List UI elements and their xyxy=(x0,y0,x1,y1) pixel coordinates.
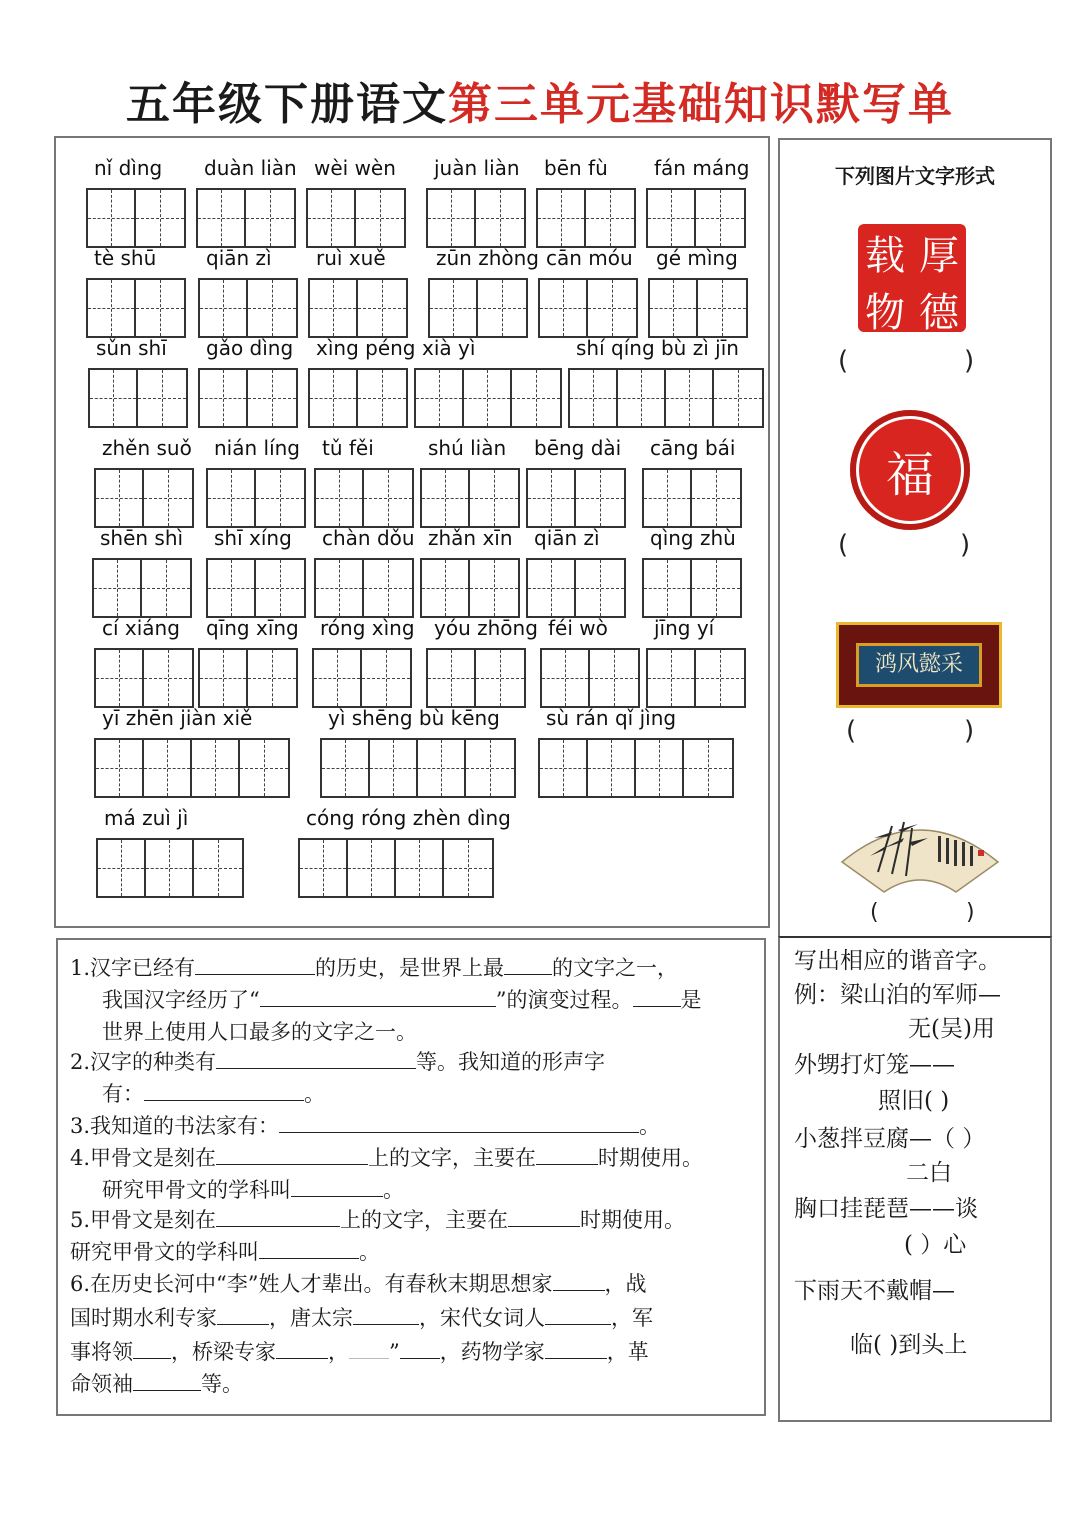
answer-blank[interactable] xyxy=(216,1144,368,1165)
pinyin-panel xyxy=(54,136,770,928)
tian-zi-box[interactable] xyxy=(470,470,518,526)
plaque-image xyxy=(836,622,1002,708)
tian-zi-box[interactable] xyxy=(696,190,744,246)
tian-zi-box[interactable] xyxy=(200,280,248,336)
tian-zi-box[interactable] xyxy=(416,370,464,426)
tian-zi-box[interactable] xyxy=(248,370,296,426)
character-grid xyxy=(88,368,188,428)
tian-zi-box[interactable] xyxy=(588,280,636,336)
tian-zi-box[interactable] xyxy=(576,560,624,616)
tian-zi-box[interactable] xyxy=(714,370,762,426)
tian-zi-box[interactable] xyxy=(310,370,358,426)
pinyin-label: bēng dài xyxy=(534,436,622,460)
homophone-example-answer: 无(吴)用 xyxy=(908,1016,995,1042)
character-grid xyxy=(538,738,734,798)
answer-blank[interactable] xyxy=(553,1270,605,1291)
image-panel-title: 下列图片文字形式 xyxy=(835,164,995,188)
tian-zi-box[interactable] xyxy=(358,280,406,336)
answer-blank[interactable] xyxy=(291,1176,383,1197)
answer-blank[interactable] xyxy=(133,1338,171,1359)
character-grid xyxy=(526,468,626,528)
pinyin-word xyxy=(86,244,186,338)
pinyin-label: qiān zì xyxy=(534,526,600,550)
pinyin-label: shú liàn xyxy=(428,436,507,460)
tian-zi-box[interactable] xyxy=(246,190,294,246)
tian-zi-box[interactable] xyxy=(586,190,634,246)
tian-zi-box[interactable] xyxy=(136,280,184,336)
tian-zi-box[interactable] xyxy=(364,560,412,616)
tian-zi-box[interactable] xyxy=(466,740,514,796)
pinyin-label: wèi wèn xyxy=(314,156,396,180)
question-1-line-1: 1.汉字已经有 的历史，是世界上最 的文字之一， xyxy=(70,956,679,980)
tian-zi-box[interactable] xyxy=(370,740,418,796)
answer-blank[interactable] xyxy=(633,986,681,1007)
tian-zi-box[interactable] xyxy=(428,650,476,706)
pinyin-word xyxy=(206,434,306,528)
question-3: 3.我知道的书法家有： 。 xyxy=(70,1114,661,1138)
answer-blank[interactable] xyxy=(260,986,496,1007)
pinyin-label: zūn zhòng xyxy=(436,246,539,270)
tian-zi-box[interactable] xyxy=(588,740,636,796)
pinyin-word xyxy=(206,524,306,618)
character-grid xyxy=(206,558,306,618)
tian-zi-box[interactable] xyxy=(308,190,356,246)
homophone-item-3: 胸口挂琵琶——谈 xyxy=(794,1196,978,1222)
tian-zi-box[interactable] xyxy=(362,650,410,706)
title-red: 第三单元基础知识默写单 xyxy=(448,79,954,130)
pinyin-word xyxy=(526,434,626,528)
pinyin-word xyxy=(568,334,764,428)
answer-blank[interactable] xyxy=(279,1112,639,1133)
pinyin-word xyxy=(96,804,244,898)
pinyin-label: zhǎn xīn xyxy=(428,526,513,550)
pinyin-label: cí xiáng xyxy=(102,616,180,640)
tian-zi-box[interactable] xyxy=(364,470,412,526)
character-grid xyxy=(92,558,192,618)
pinyin-word xyxy=(306,154,406,248)
tian-zi-box[interactable] xyxy=(692,560,740,616)
question-1-line-3: 世界上使用人口最多的文字之一。 xyxy=(102,1020,417,1044)
pinyin-word xyxy=(646,154,749,248)
seal-char: 厚 xyxy=(919,233,959,279)
tian-zi-box[interactable] xyxy=(476,190,524,246)
question-6-line-3: 事将领 ，桥梁专家 ， ” ，药物学家 ，革 xyxy=(70,1340,649,1364)
pinyin-label: xià yì xyxy=(422,336,476,360)
seal-char: 福 xyxy=(885,446,934,503)
answer-paren-open[interactable]: ( xyxy=(846,716,857,746)
pinyin-label: duàn liàn xyxy=(204,156,297,180)
pinyin-label: sǔn shī xyxy=(96,336,167,360)
pinyin-word xyxy=(88,334,188,428)
tian-zi-box[interactable] xyxy=(648,190,696,246)
tian-zi-box[interactable] xyxy=(144,470,192,526)
tian-zi-box[interactable] xyxy=(194,840,242,896)
homophone-item-2-tail: 二白 xyxy=(906,1160,952,1186)
answer-blank[interactable] xyxy=(545,1338,607,1359)
pinyin-word xyxy=(426,614,538,708)
character-grid xyxy=(646,648,746,708)
character-grid xyxy=(198,278,298,338)
tian-zi-box[interactable] xyxy=(300,840,348,896)
answer-paren-close: ) xyxy=(960,530,971,560)
tian-zi-box[interactable] xyxy=(256,470,304,526)
tian-zi-box[interactable] xyxy=(96,650,144,706)
tian-zi-box[interactable] xyxy=(590,650,638,706)
pinyin-word xyxy=(536,154,636,248)
answer-blank[interactable] xyxy=(353,1304,419,1325)
pinyin-label: tè shū xyxy=(94,246,157,270)
character-grid xyxy=(526,558,626,618)
character-grid xyxy=(428,278,528,338)
tian-zi-box[interactable] xyxy=(540,740,588,796)
tian-zi-box[interactable] xyxy=(696,650,744,706)
tian-zi-box[interactable] xyxy=(256,560,304,616)
pinyin-label: sù rán qǐ jìng xyxy=(546,706,677,730)
pinyin-label: nián líng xyxy=(214,436,301,460)
character-grid xyxy=(94,738,290,798)
pinyin-label: féi wò xyxy=(548,616,608,640)
title-black: 五年级下册语文 xyxy=(126,79,448,130)
tian-zi-box[interactable] xyxy=(570,370,618,426)
character-grid xyxy=(540,648,640,708)
pinyin-word xyxy=(428,244,539,338)
question-1-line-2: 我国汉字经历了“ ”的演变过程。 是 xyxy=(102,988,702,1012)
tian-zi-box[interactable] xyxy=(146,840,194,896)
pinyin-word xyxy=(86,154,186,248)
homophone-panel xyxy=(778,936,1052,1422)
pinyin-word xyxy=(198,244,298,338)
pinyin-word xyxy=(308,244,408,338)
pinyin-label: má zuì jì xyxy=(104,806,189,830)
character-grid xyxy=(426,648,526,708)
tian-zi-box[interactable] xyxy=(528,560,576,616)
question-2-line-2: 有： 。 xyxy=(102,1082,325,1106)
character-grid xyxy=(538,278,638,338)
pinyin-word xyxy=(308,334,416,428)
pinyin-word xyxy=(526,524,626,618)
pinyin-label: zhěn suǒ xyxy=(102,436,192,460)
tian-zi-box[interactable] xyxy=(310,280,358,336)
pinyin-label: cāng bái xyxy=(650,436,736,460)
homophone-item-3-answer[interactable]: ( ）心 xyxy=(904,1232,967,1258)
pinyin-word xyxy=(94,434,194,528)
tian-zi-box[interactable] xyxy=(144,650,192,706)
pinyin-label: gé mìng xyxy=(656,246,738,270)
seal-char: 物 xyxy=(865,290,905,336)
tian-zi-box[interactable] xyxy=(422,470,470,526)
tian-zi-box[interactable] xyxy=(208,470,256,526)
tian-zi-box[interactable] xyxy=(512,370,560,426)
tian-zi-box[interactable] xyxy=(464,370,512,426)
tian-zi-box[interactable] xyxy=(644,470,692,526)
answer-paren-open[interactable]: ( xyxy=(838,346,849,376)
tian-zi-box[interactable] xyxy=(192,740,240,796)
question-6-line-2: 国时期水利专家 ，唐太宗 ，宋代女词人 ，军 xyxy=(70,1306,653,1330)
character-grid xyxy=(196,188,296,248)
pinyin-label: shī xíng xyxy=(214,526,292,550)
character-grid xyxy=(198,648,298,708)
tian-zi-box[interactable] xyxy=(636,740,684,796)
answer-blank[interactable] xyxy=(195,954,315,975)
tian-zi-box[interactable] xyxy=(396,840,444,896)
tian-zi-box[interactable] xyxy=(240,740,288,796)
character-grid xyxy=(94,648,194,708)
character-grid xyxy=(306,188,406,248)
pinyin-word xyxy=(198,334,298,428)
tian-zi-box[interactable] xyxy=(88,190,136,246)
seal-char: 载 xyxy=(865,233,905,279)
tian-zi-box[interactable] xyxy=(470,560,518,616)
answer-blank[interactable] xyxy=(133,1370,201,1391)
tian-zi-box[interactable] xyxy=(90,370,138,426)
pinyin-label: cóng róng zhèn dìng xyxy=(306,806,511,830)
tian-zi-box[interactable] xyxy=(476,650,524,706)
tian-zi-box[interactable] xyxy=(248,650,296,706)
answer-blank[interactable] xyxy=(400,1338,440,1359)
tian-zi-box[interactable] xyxy=(94,560,142,616)
character-grid xyxy=(206,468,306,528)
tian-zi-box[interactable] xyxy=(248,280,296,336)
answer-blank[interactable] xyxy=(259,1238,359,1259)
tian-zi-box[interactable] xyxy=(692,470,740,526)
pinyin-word xyxy=(312,614,415,708)
pinyin-label: yóu zhōng xyxy=(434,616,538,640)
tian-zi-box[interactable] xyxy=(98,840,146,896)
tian-zi-box[interactable] xyxy=(348,840,396,896)
character-grid xyxy=(308,368,408,428)
answer-blank[interactable] xyxy=(144,1080,304,1101)
answer-blank[interactable] xyxy=(545,1304,611,1325)
tian-zi-box[interactable] xyxy=(430,280,478,336)
pinyin-word xyxy=(420,524,520,618)
pinyin-label: shí qíng bù zì jīn xyxy=(576,336,739,360)
character-grid xyxy=(320,738,516,798)
answer-blank[interactable] xyxy=(217,1304,269,1325)
pinyin-label: tǔ fěi xyxy=(322,436,374,460)
pinyin-label: shēn shì xyxy=(100,526,184,550)
homophone-example: 例：梁山泊的军师— xyxy=(794,982,1001,1008)
answer-paren-open[interactable]: ( xyxy=(870,900,879,925)
image-text-panel xyxy=(778,138,1052,936)
character-grid xyxy=(414,368,562,428)
pinyin-label: qìng zhù xyxy=(650,526,736,550)
pinyin-label: chàn dǒu xyxy=(322,526,415,550)
answer-blank[interactable] xyxy=(276,1338,328,1359)
tian-zi-box[interactable] xyxy=(144,740,192,796)
tian-zi-box[interactable] xyxy=(644,560,692,616)
pinyin-label: fán máng xyxy=(654,156,750,180)
question-4-line-2: 研究甲骨文的学科叫 。 xyxy=(102,1178,404,1202)
question-5-line-2: 研究甲骨文的学科叫 。 xyxy=(70,1240,380,1264)
pinyin-word xyxy=(648,244,748,338)
pinyin-word xyxy=(198,614,299,708)
character-grid xyxy=(568,368,764,428)
pinyin-label: nǐ dìng xyxy=(94,156,163,180)
pinyin-word xyxy=(426,154,526,248)
tian-zi-box[interactable] xyxy=(96,470,144,526)
tian-zi-box[interactable] xyxy=(650,280,698,336)
tian-zi-box[interactable] xyxy=(200,650,248,706)
pinyin-word xyxy=(642,524,742,618)
round-seal-image xyxy=(850,410,970,530)
tian-zi-box[interactable] xyxy=(684,740,732,796)
tian-zi-box[interactable] xyxy=(322,740,370,796)
pinyin-label: yì shēng bù kēng xyxy=(328,706,500,730)
tian-zi-box[interactable] xyxy=(428,190,476,246)
homophone-item-4-answer[interactable]: 临( )到头上 xyxy=(850,1332,968,1358)
answer-blank[interactable] xyxy=(536,1144,598,1165)
seal-char: 德 xyxy=(919,290,959,336)
tian-zi-box[interactable] xyxy=(142,560,190,616)
homophone-item-2[interactable]: 小葱拌豆腐—（ ） xyxy=(794,1126,986,1152)
pinyin-label: juàn liàn xyxy=(434,156,520,180)
pinyin-label: ruì xuě xyxy=(316,246,386,270)
pinyin-word xyxy=(540,614,640,708)
character-grid xyxy=(426,188,526,248)
tian-zi-box[interactable] xyxy=(418,740,466,796)
answer-blank[interactable] xyxy=(508,1206,580,1227)
tian-zi-box[interactable] xyxy=(618,370,666,426)
plaque-text: 鸿风懿采 xyxy=(856,643,982,687)
answer-blank[interactable] xyxy=(216,1206,340,1227)
tian-zi-box[interactable] xyxy=(422,560,470,616)
character-grid xyxy=(648,278,748,338)
tian-zi-box[interactable] xyxy=(316,470,364,526)
tian-zi-box[interactable] xyxy=(200,370,248,426)
tian-zi-box[interactable] xyxy=(648,650,696,706)
question-6-line-1: 6.在历史长河中“李”姓人才辈出。有春秋末期思想家 ，战 xyxy=(70,1272,647,1296)
tian-zi-box[interactable] xyxy=(136,190,184,246)
homophone-item-1: 外甥打灯笼—— xyxy=(794,1052,955,1078)
pinyin-word xyxy=(414,334,562,428)
tian-zi-box[interactable] xyxy=(698,280,746,336)
character-grid xyxy=(198,368,298,428)
character-grid xyxy=(646,188,746,248)
pinyin-label: qīng xīng xyxy=(206,616,299,640)
answer-paren-open[interactable]: ( xyxy=(838,530,849,560)
tian-zi-box[interactable] xyxy=(208,560,256,616)
question-4-line-1: 4.甲骨文是刻在 上的文字，主要在 时期使用。 xyxy=(70,1146,704,1170)
pinyin-word xyxy=(94,614,194,708)
character-grid xyxy=(642,558,742,618)
answer-paren-close: ) xyxy=(964,346,975,376)
homophone-item-1-answer[interactable]: 照旧( ) xyxy=(878,1088,950,1114)
character-grid xyxy=(96,838,244,898)
answer-blank[interactable] xyxy=(216,1048,416,1069)
tian-zi-box[interactable] xyxy=(316,560,364,616)
square-seal-image xyxy=(858,224,966,336)
tian-zi-box[interactable] xyxy=(540,280,588,336)
pinyin-label: jīng yí xyxy=(654,616,715,640)
pinyin-word xyxy=(538,704,734,798)
character-grid xyxy=(314,558,414,618)
character-grid xyxy=(420,558,520,618)
pinyin-label: róng xìng xyxy=(320,616,415,640)
pinyin-word xyxy=(320,704,516,798)
tian-zi-box[interactable] xyxy=(358,370,406,426)
pinyin-word xyxy=(298,804,511,898)
pinyin-label: bēn fù xyxy=(544,156,608,180)
pinyin-word xyxy=(196,154,297,248)
character-grid xyxy=(86,278,186,338)
tian-zi-box[interactable] xyxy=(356,190,404,246)
character-grid xyxy=(94,468,194,528)
pinyin-word xyxy=(420,434,520,528)
tian-zi-box[interactable] xyxy=(542,650,590,706)
tian-zi-box[interactable] xyxy=(576,470,624,526)
tian-zi-box[interactable] xyxy=(198,190,246,246)
pinyin-word xyxy=(94,704,290,798)
tian-zi-box[interactable] xyxy=(444,840,492,896)
character-grid xyxy=(314,468,414,528)
answer-paren-close: ) xyxy=(966,900,975,925)
pinyin-word xyxy=(92,524,192,618)
question-6-line-4: 命领袖 等。 xyxy=(70,1372,243,1396)
page-title xyxy=(0,68,1080,132)
homophone-title: 写出相应的谐音字。 xyxy=(794,948,1001,974)
tian-zi-box[interactable] xyxy=(478,280,526,336)
tian-zi-box[interactable] xyxy=(96,740,144,796)
pinyin-word xyxy=(646,614,746,708)
answer-blank[interactable] xyxy=(349,1338,389,1359)
character-grid xyxy=(308,278,408,338)
tian-zi-box[interactable] xyxy=(138,370,186,426)
pinyin-word xyxy=(314,434,414,528)
pinyin-word xyxy=(538,244,638,338)
answer-blank[interactable] xyxy=(504,954,552,975)
character-grid xyxy=(298,838,494,898)
character-grid xyxy=(312,648,412,708)
character-grid xyxy=(86,188,186,248)
character-grid xyxy=(420,468,520,528)
homophone-item-4: 下雨天不戴帽— xyxy=(794,1278,955,1304)
tian-zi-box[interactable] xyxy=(538,190,586,246)
character-grid xyxy=(536,188,636,248)
character-grid xyxy=(642,468,742,528)
tian-zi-box[interactable] xyxy=(314,650,362,706)
pinyin-label: yī zhēn jiàn xiě xyxy=(102,706,253,730)
pinyin-label: qiān zì xyxy=(206,246,272,270)
tian-zi-box[interactable] xyxy=(666,370,714,426)
question-2-line-1: 2.汉字的种类有 等。我知道的形声字 xyxy=(70,1050,606,1074)
pinyin-label: xìng péng xyxy=(316,336,416,360)
fan-painting-image xyxy=(838,812,1002,896)
tian-zi-box[interactable] xyxy=(88,280,136,336)
answer-paren-close: ) xyxy=(964,716,975,746)
pinyin-word xyxy=(314,524,415,618)
tian-zi-box[interactable] xyxy=(528,470,576,526)
pinyin-label: gǎo dìng xyxy=(206,336,294,360)
pinyin-label: cān móu xyxy=(546,246,633,270)
questions-panel xyxy=(56,938,766,1416)
question-5-line-1: 5.甲骨文是刻在 上的文字，主要在 时期使用。 xyxy=(70,1208,686,1232)
pinyin-word xyxy=(642,434,742,528)
